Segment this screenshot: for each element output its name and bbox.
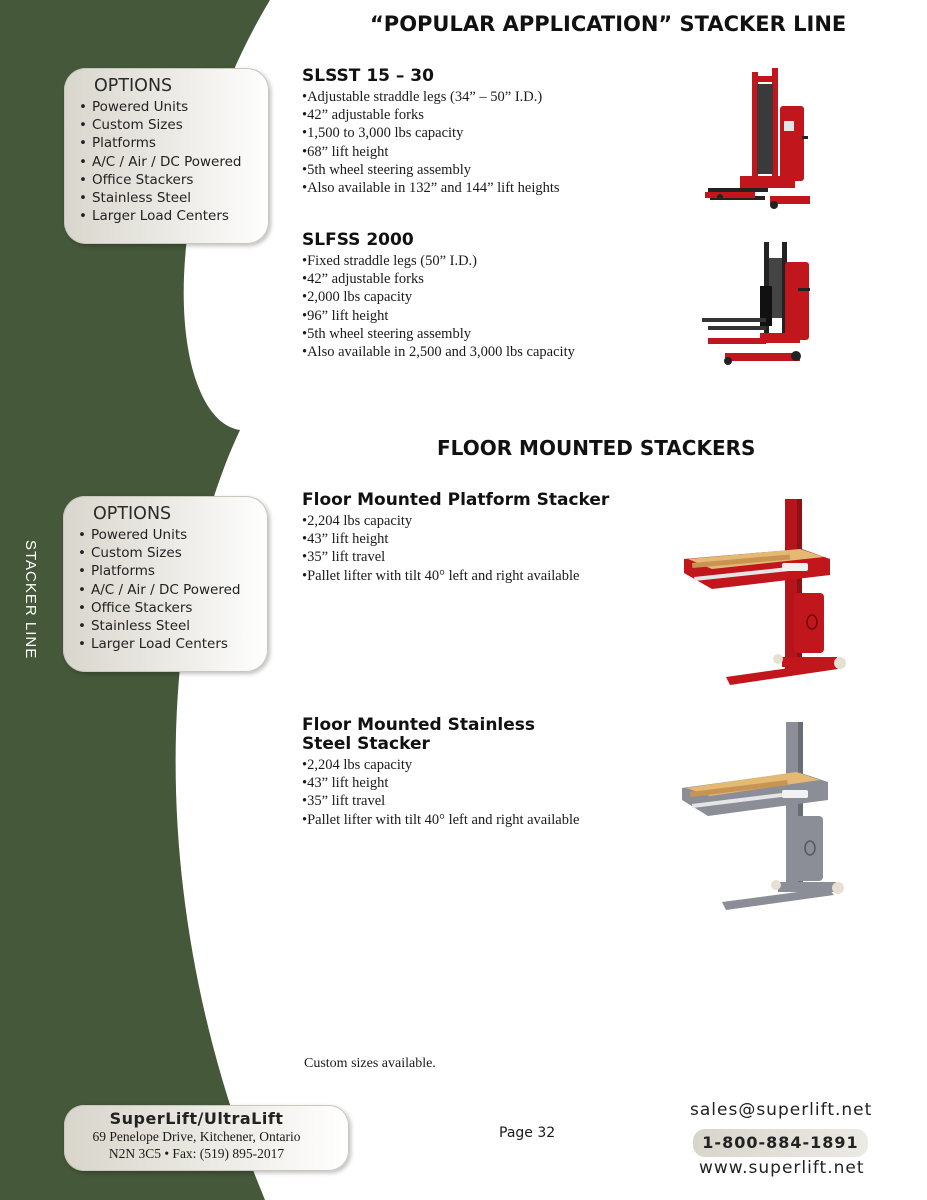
product-floor-stainless xyxy=(302,716,579,829)
phone-badge xyxy=(693,1129,868,1157)
slsst-stacker-image xyxy=(700,66,815,212)
options-box-popular xyxy=(64,68,269,244)
feature-item: • 5th wheel steering assembly xyxy=(302,161,560,179)
feature-item: • 5th wheel steering assembly xyxy=(302,325,575,343)
options-list xyxy=(63,526,268,653)
option-item: • Platforms xyxy=(78,562,268,580)
company-name: SuperLift/UltraLift xyxy=(109,1109,284,1128)
option-item: • Custom Sizes xyxy=(78,544,268,562)
feature-item: • 42” adjustable forks xyxy=(302,270,575,288)
address-line-1: 69 Penelope Drive, Kitchener, Ontario xyxy=(92,1129,301,1144)
option-item: • A/C / Air / DC Powered xyxy=(79,153,269,171)
option-item: • Larger Load Centers xyxy=(79,207,269,225)
product-floor-platform xyxy=(302,491,609,585)
product-features xyxy=(302,756,579,829)
feature-item: • 43” lift height xyxy=(302,774,579,792)
feature-item: • 96” lift height xyxy=(302,307,575,325)
side-section-label: STACKER LINE xyxy=(22,540,39,660)
option-item: • Stainless Steel xyxy=(78,617,268,635)
feature-item: • Adjustable straddle legs (34” – 50” I.D.) xyxy=(302,88,560,106)
product-name: SLSST 15 – 30 xyxy=(302,66,434,86)
feature-item: • Also available in 132” and 144” lift heights xyxy=(302,179,560,197)
option-item: • Powered Units xyxy=(78,526,268,544)
feature-item: • 1,500 to 3,000 lbs capacity xyxy=(302,124,560,142)
feature-item: • 43” lift height xyxy=(302,530,609,548)
floor-stainless-stacker-image xyxy=(678,720,846,910)
product-slfss xyxy=(302,231,575,361)
option-item: • Custom Sizes xyxy=(79,116,269,134)
feature-item: • Fixed straddle legs (50” I.D.) xyxy=(302,252,575,270)
options-list xyxy=(64,98,269,225)
product-slsst xyxy=(302,67,560,197)
floor-stackers-heading: FLOOR MOUNTED STACKERS xyxy=(437,436,756,460)
options-title: OPTIONS xyxy=(93,504,172,524)
slfss-stacker-image xyxy=(700,238,812,370)
product-features xyxy=(302,88,560,197)
feature-item: • 2,204 lbs capacity xyxy=(302,512,609,530)
feature-item: • 35” lift travel xyxy=(302,548,609,566)
floor-platform-stacker-image xyxy=(682,497,847,687)
product-name: SLFSS 2000 xyxy=(302,230,414,250)
custom-sizes-note: Custom sizes available. xyxy=(304,1056,436,1071)
option-item: • Office Stackers xyxy=(78,599,268,617)
feature-item: • 2,204 lbs capacity xyxy=(302,756,579,774)
product-name-line1: Floor Mounted Stainless xyxy=(302,715,536,735)
feature-item: • 2,000 lbs capacity xyxy=(302,288,575,306)
feature-item: • 68” lift height xyxy=(302,143,560,161)
phone-number[interactable]: 1-800-884-1891 xyxy=(702,1133,859,1152)
website-link[interactable]: www.superlift.net xyxy=(699,1158,865,1178)
feature-item: • 35” lift travel xyxy=(302,792,579,810)
option-item: • Platforms xyxy=(79,134,269,152)
option-item: • Office Stackers xyxy=(79,171,269,189)
product-features xyxy=(302,252,575,361)
email-link[interactable]: sales@superlift.net xyxy=(690,1100,873,1120)
product-name: Floor Mounted Platform Stacker xyxy=(302,490,610,510)
feature-item: • 42” adjustable forks xyxy=(302,106,560,124)
product-features xyxy=(302,512,609,585)
options-title: OPTIONS xyxy=(94,76,173,96)
address-line-2: N2N 3C5 • Fax: (519) 895-2017 xyxy=(108,1146,285,1161)
option-item: • Powered Units xyxy=(79,98,269,116)
options-box-floor xyxy=(63,496,268,672)
option-item: • Larger Load Centers xyxy=(78,635,268,653)
feature-item: • Pallet lifter with tilt 40° left and right available xyxy=(302,811,579,829)
company-info-box xyxy=(64,1105,349,1171)
page-number: Page 32 xyxy=(499,1125,556,1141)
option-item: • A/C / Air / DC Powered xyxy=(78,581,268,599)
product-name-line2: Steel Stacker xyxy=(302,734,430,754)
option-item: • Stainless Steel xyxy=(79,189,269,207)
feature-item: • Pallet lifter with tilt 40° left and right available xyxy=(302,567,609,585)
popular-stacker-heading: “POPULAR APPLICATION” STACKER LINE xyxy=(370,12,847,36)
feature-item: • Also available in 2,500 and 3,000 lbs capacity xyxy=(302,343,575,361)
